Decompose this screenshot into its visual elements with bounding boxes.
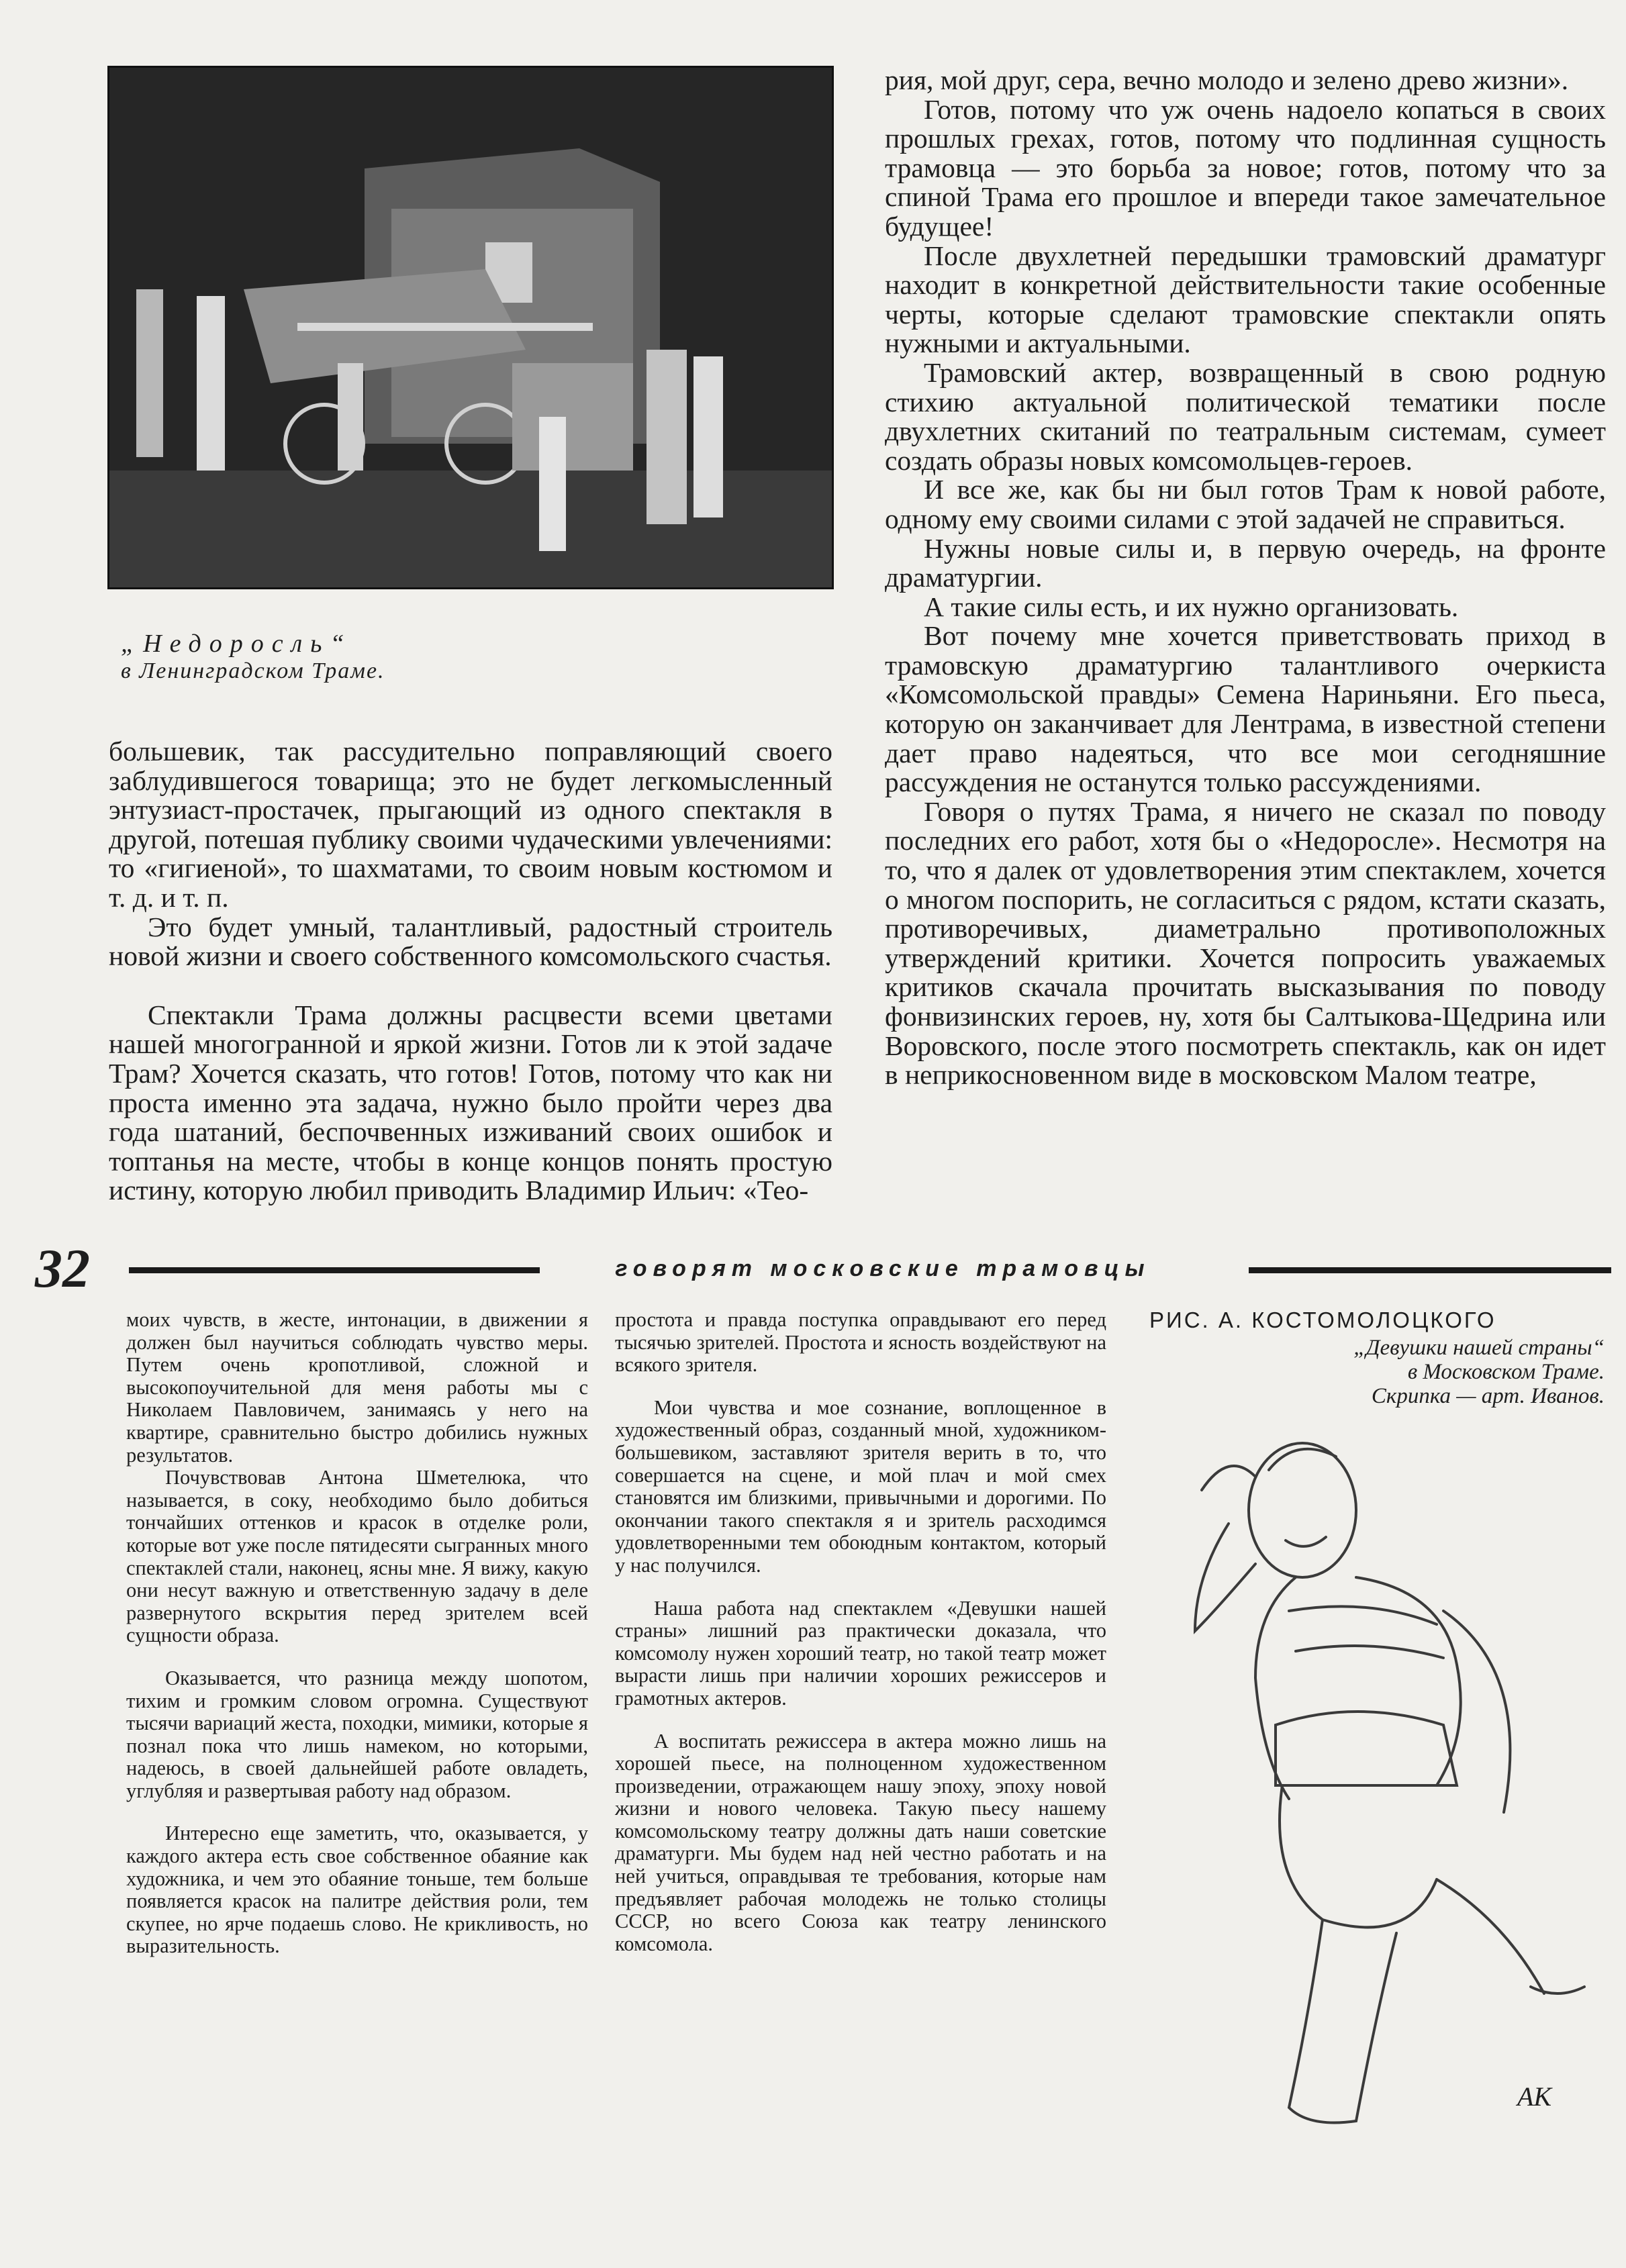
paragraph: Почувствовав Антона Шметелюка, что называется, в соку, необходимо было добиться тончайших оттенков и красок в отделке роли, которые вот уже после пятидесяти сыгранных много спектаклей стали, наконец, ясны мне. Я вижу, какую они несут важную и ответственную задачу в деле развернутого вскрытия перед зрителем всей сущности образа. [126,1466,588,1647]
paragraph: Трамовский актер, возвращенный в свою родную стихию актуальной политической тематики после двухлетних скитаний по театральным системам, сумеет создать образы новых комсомольцев-героев. [885,356,1606,476]
page-divider [27,1238,1611,1299]
paragraph: Интересно еще заметить, что, оказывается, у каждого актера есть свое собственное обаяние как художника, и чем это обаяние тоньше, тем больше появляется красок на палитре действия роли, тем скупее, но ярче подаешь слово. Не крикливость, но выразительность. [126,1822,588,1958]
divider-rule-right [1249,1267,1611,1273]
paragraph: А воспитать режиссера в актера можно лишь на хорошей пьесе, на полноценном художественном произведении, отражающем нашу эпоху, эпоху новой жизни и нового человека. Такую пьесу нашему комсомольскому театру должны дать наши советские драматурги. Мы будем над ней честно работать и на ней учиться, оправдывая те требования, которые нам предъявляет рабочая молодежь не только столицы СССР, но всего Союза как театру ленинского комсомола. [615,1729,1106,1955]
paragraph: А такие силы есть, и их нужно организовать. [924,591,1459,622]
paragraph: рия, мой друг, сера, вечно молодо и зелено древо жизни». [885,64,1569,95]
photo-caption-sub: в Ленинградском Траме. [121,658,385,683]
article-column-top-right [885,66,1606,1090]
stage-photo [107,66,834,589]
paragraph: Это будет умный, талантливый, радостный строитель новой жизни и своего собственного комсомольского счастья. [109,911,832,972]
paragraph: Вот почему мне хочется приветствовать приход в трамовскую драматургию талантливого очеркиста «Комсомольской правды» Семена Нариньяни. Его пьеса, которую он заканчивает для Лентрама, в известной степени дает право надеяться, что все мои сегодняшние рассуждения не останутся только рассуждениями. [885,620,1606,798]
illustration-caption-line: „Девушки нашей страны“ [1353,1336,1605,1360]
illustration-caption [1182,1336,1605,1408]
paragraph: Готов, потому что уж очень надоело копаться в своих прошлых грехах, готов, потому что подлинная сущность трамовца — это борьба за новое; готов, потому что за спиной Трама его прошлое и впереди такое замечательное будущее! [885,93,1606,242]
paragraph: И все же, как бы ни был готов Трам к новой работе, одному ему своими силами с этой задачей не справиться. [885,474,1606,534]
article-column-bottom-1 [126,1309,588,1958]
illustration-credit: РИС. А. КОСТОМОЛОЦКОГО [1149,1308,1496,1332]
paragraph: Нужны новые силы и, в первую очередь, на фронте драматургии. [885,532,1606,593]
page-number: 32 [35,1238,90,1299]
sketch-signature: AK [1517,2081,1552,2112]
photo-caption [121,630,524,685]
paragraph: моих чувств, в жесте, интонации, в движении я должен был научиться соблюдать чувство меры. Путем очень кропотливой, сложной и высокопоучительной для меня работы мы с Николаем Павловичем, занимаясь у него на квартире, сравнительно быстро добились нужных результатов. [126,1308,588,1467]
article-column-bottom-2 [615,1309,1106,1955]
paragraph: После двухлетней передышки трамовский драматург находит в конкретной действительности такие особенные черты, которые сделают трамовские спектакли опять нужными и актуальными. [885,240,1606,359]
illustration-caption-line: Скрипка — арт. Иванов. [1371,1384,1605,1408]
paragraph: простота и правда поступка оправдывают его перед тысячью зрителей. Простота и ясность воздействуют на всякого зрителя. [615,1308,1106,1377]
paragraph: Мои чувства и мое сознание, воплощенное в художественный образ, созданный мной, художником-большевиком, заставляют зрителя верить в то, что совершается на сцене, и мой плач и мой смех становятся им близкими, привычными и дорогими. По окончании такого спектакля я и зритель расходимся удовлетворенными тем обоюдным контактом, который у нас получился. [615,1395,1106,1577]
paragraph: Наша работа над спектаклем «Девушки нашей страны» лишний раз практически доказала, что комсомолу нужен хороший театр, но такой театр может вырасти лишь при наличии хороших режиссеров и грамотных актеров. [615,1596,1106,1710]
paragraph: Спектакли Трама должны расцвести всеми цветами нашей многогранной и яркой жизни. Готов ли к этой задаче Трам? Хочется сказать, что готов! Готов, потому что как ни проста именно эта задача, нужно было пройти через два года шатаний, беспочвенных изживаний своих ошибок и топтанья на месте, чтобы в конце концов понять простую истину, которую любил приводить Владимир Ильич: «Тео- [109,999,832,1206]
photo-caption-title: „Недоросль“ [121,630,352,658]
illustration-caption-line: в Московском Траме. [1407,1360,1605,1384]
paragraph: Оказывается, что разница между шопотом, тихим и громким словом огромна. Существуют тысячи вариаций жеста, походки, мимики, которые я познал пока что лишь намеком, но которыми, надеюсь, в своей дальнейшей работе овладеть, углубляя и развертывая работу над образом. [126,1666,588,1802]
actor-sketch [1155,1410,1611,2202]
paragraph: Говоря о путях Трама, я ничего не сказал по поводу последних его работ, хотя бы о «Недоросле». Несмотря на то, что я далек от удовлетворения этим спектаклем, хочется о многом поспорить, не согласиться с рядом, кстати сказать, противоречивых, диаметрально противоположных утверждений критики. Хочется попросить уважаемых критиков скачала прочитать высказывания по поводу фонвизинских героев, ну, хотя бы Салтыкова-Щедрина или Воровского, после этого посмотреть спектакль, как он идет в неприкосновенном виде в московском Малом театре, [885,795,1606,1091]
running-head: говорят московские трамовцы [615,1256,1151,1281]
paragraph: большевик, так рассудительно поправляющий своего заблудившегося товарища; это не будет легкомысленный энтузиаст-простачек, прыгающий из одного спектакля в другой, потешая публику своими чудаческими увлечениями: то «гигиеной», то шахматами, то своим новым костюмом и т. д. и т. п. [109,736,832,913]
divider-rule-left [129,1267,540,1273]
article-column-top-left [109,737,832,1205]
